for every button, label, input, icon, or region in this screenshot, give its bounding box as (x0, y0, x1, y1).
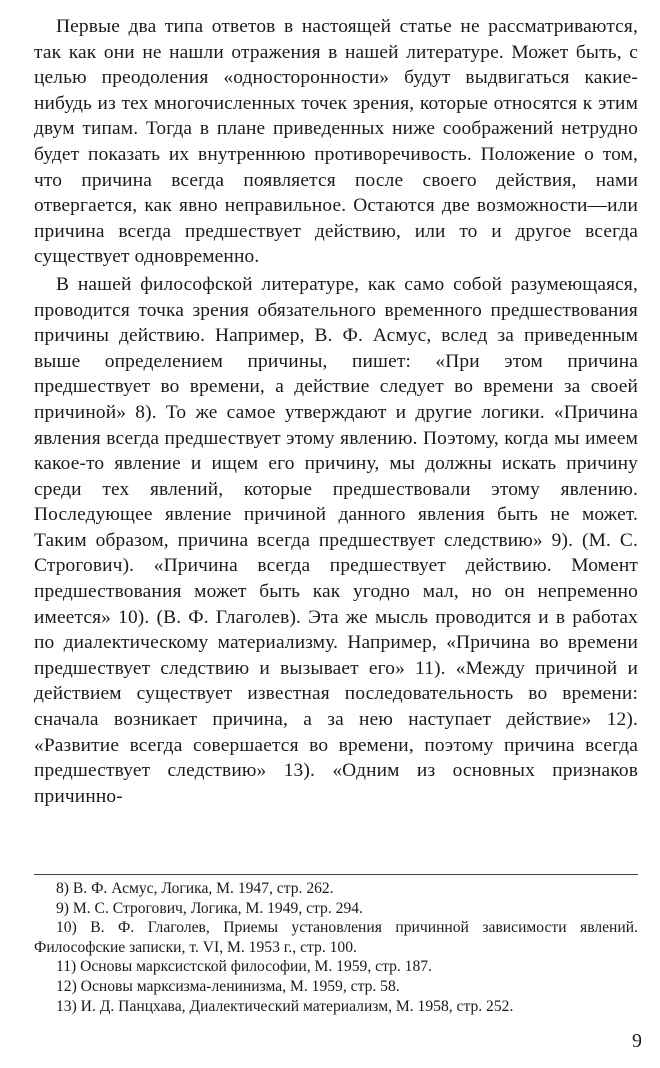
footnote-11: 11) Основы марксистской философии, М. 1959, стр. 187. (56, 958, 432, 976)
footnote-12: 12) Основы марксизма-ленинизма, М. 1959, стр. 58. (56, 977, 400, 995)
page-body (34, 14, 638, 809)
footnotes (34, 874, 638, 1016)
page-number: 9 (632, 1030, 642, 1052)
paragraph-2: В нашей философской литературе, как само собой разумеющаяся, проводится точка зрения обязательного временного предшествования причины действию. Например, В. Ф. Асмус, вслед за приведенным выше определением причины, пишет: «При этом причина предшествует во времени, а действие следует во времени за своей причиной» 8). То же самое утверждают и другие логики. «Причина явления всегда предшествует этому явлению. Поэтому, когда мы имеем какое-то явление и ищем его причину, мы должны искать причину среди тех явлений, которые предшествовали этому явлению. Последующее явление причиной данного явления быть не может. Таким образом, причина всегда предшествует следствию» 9). (М. С. Строгович). «Причина всегда предшествует действию. Момент предшествования может быть как угодно мал, но он непременно имеется» 10). (В. Ф. Глаголев). Эта же мысль проводится и в работах по диалектическому материализму. Например, «Причина во времени предшествует следствию и вызывает его» 11). «Между причиной и действием существует известная последовательность во времени: сначала возникает причина, а за нею наступает действие» 12). «Развитие всегда совершается во времени, поэтому причина всегда предшествует следствию» 13). «Одним из основных признаков причинно- (34, 273, 638, 807)
footnote-10: 10) В. Ф. Глаголев, Приемы установления причинной зависимости явлений. Философские записки, т. VI, М. 1953 г., стр. 100. (34, 919, 638, 956)
paragraph-1: Первые два типа ответов в настоящей статье не рассматриваются, так как они не нашли отражения в нашей литературе. Может быть, с целью преодоления «односторонности» будут выдвигаться какие-нибудь из тех многочисленных точек зрения, которые относятся к этим двум типам. Тогда в плане приведенных ниже соображений нетрудно будет показать их внутреннюю противоречивость. Положение о том, что причина всегда появляется после своего действия, нами отвергается, как явно неправильное. Остаются две возможности—или причина всегда предшествует действию, или то и другое всегда существует одновременно. (34, 16, 638, 268)
footnote-9: 9) М. С. Строгович, Логика, М. 1949, стр. 294. (56, 899, 363, 917)
footnote-8: 8) В. Ф. Асмус, Логика, М. 1947, стр. 262. (56, 880, 334, 897)
footnote-13: 13) И. Д. Панцхава, Диалектический материализм, М. 1958, стр. 252. (56, 997, 514, 1015)
